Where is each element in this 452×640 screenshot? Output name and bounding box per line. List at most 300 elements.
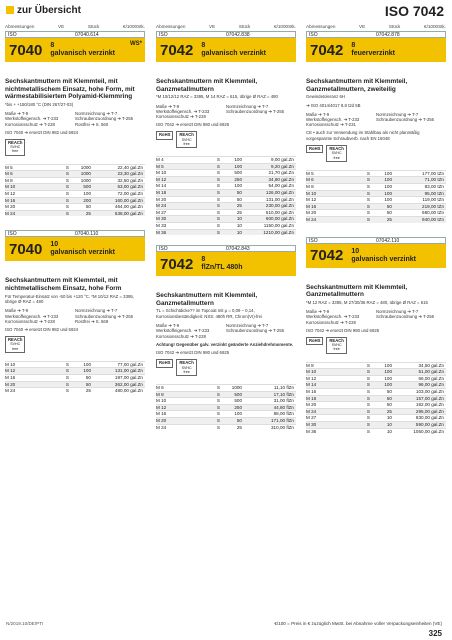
table-cell: M 20: [156, 196, 167, 202]
table-row[interactable]: [156, 410, 296, 417]
table-cell: 50: [386, 402, 392, 408]
reach-label: REACh: [8, 337, 23, 343]
table-row[interactable]: [306, 408, 446, 415]
product-description: Gewindetoleranz 6H: [306, 94, 345, 100]
code-prefix: ISO: [309, 237, 318, 244]
table-cell: M 5: [306, 170, 314, 176]
table-cell: M 16: [5, 197, 16, 203]
reach-label: REACh: [329, 337, 344, 343]
table-cell: S: [65, 388, 69, 394]
table-cell: S: [65, 381, 69, 387]
table-cell: M 30: [156, 216, 167, 222]
table-cell: 31,00 flZn: [273, 398, 294, 404]
tech-links: [5, 111, 145, 127]
table-cell: M 8: [306, 184, 314, 190]
coating: galvanisch verzinkt: [50, 50, 115, 57]
table-cell: M 20: [306, 210, 317, 216]
product-banner: [5, 237, 145, 261]
table-cell: 500: [234, 170, 242, 176]
grade-info: [50, 241, 115, 257]
table-cell: M 10: [306, 369, 317, 375]
grade-info: [351, 248, 416, 264]
table-cell: M 27: [156, 209, 167, 215]
iso-replacement[interactable]: ISO 7042 ➔ ersetzt DIN 980 und 6925: [306, 327, 380, 333]
product-title: Sechskantmuttern mit Klemmteil, Ganzmetallmuttern: [156, 292, 258, 307]
reach-free: free: [183, 141, 190, 146]
code-prefix: ISO: [8, 231, 17, 238]
rohs-label: RoHS: [159, 360, 171, 366]
table-cell: 66,00 gal.Zn: [418, 375, 444, 381]
tech-link[interactable]: Werkstoffeigensch. ➔ T-233: [156, 328, 210, 334]
table-cell: M 16: [306, 203, 317, 209]
strength-class: 10: [351, 247, 360, 255]
table-cell: S: [216, 196, 220, 202]
table-cell: 830,00 gal.Zn: [415, 415, 444, 421]
table-cell: 680,00 tZn: [422, 210, 444, 216]
table-row[interactable]: [156, 404, 296, 411]
norm-number: 7040: [9, 41, 43, 59]
table-row[interactable]: [156, 384, 296, 391]
table-row[interactable]: [5, 197, 145, 204]
table-cell: 100: [384, 184, 392, 190]
table-cell: 50: [386, 210, 392, 216]
table-cell: 600,00 gal.Zn: [265, 216, 294, 222]
table-cell: M 18: [156, 189, 167, 195]
table-row[interactable]: [5, 170, 145, 177]
table-cell: S: [216, 411, 220, 417]
table-cell: S: [65, 210, 69, 216]
tech-link[interactable]: Maße ➔ T-9: [156, 103, 180, 109]
article-code: [306, 237, 446, 244]
certification-logos: [5, 135, 145, 156]
page-header: [0, 0, 452, 22]
table-row[interactable]: [5, 203, 145, 210]
tech-link[interactable]: Maße ➔ T-9: [156, 323, 180, 329]
tech-link[interactable]: Werkstoffeigensch. ➔ T-233: [156, 108, 210, 114]
tech-link[interactable]: Schraubenzuordnung ➔ T-255: [75, 116, 133, 122]
table-row[interactable]: [5, 164, 145, 171]
strength-class: 8: [50, 42, 55, 49]
column-header: [306, 24, 446, 30]
table-cell: S: [366, 375, 370, 381]
table-row[interactable]: [5, 190, 145, 197]
code-number: 07042.843: [226, 246, 250, 253]
tech-link[interactable]: Normzeichnung ➔ T-7: [226, 103, 269, 109]
tech-link[interactable]: Werkstoffeigensch. ➔ T-233: [306, 314, 360, 320]
table-row[interactable]: [306, 209, 446, 216]
tech-links: [306, 112, 446, 128]
table-row[interactable]: [156, 229, 296, 236]
article-code: [156, 245, 296, 252]
table-row[interactable]: [156, 196, 296, 203]
table-cell: M 12: [306, 375, 317, 381]
table-cell: 1210,00 gal.Zn: [263, 229, 294, 235]
iso-replacement[interactable]: ISO 7040 ➔ ersetzt DIN 982 und 6924: [5, 129, 79, 135]
table-row[interactable]: [156, 424, 296, 431]
table-cell: 1000: [231, 384, 242, 390]
table-cell: 1050,00 gal.Zn: [413, 428, 444, 434]
table-cell: 1150,00 gal.Zn: [263, 222, 294, 228]
rohs-label: RoHS: [309, 146, 321, 152]
reach-logo: [5, 336, 25, 353]
product-description: *M 10/12/12 RAZ = 3395, M 14 RAZ = 615, übrige Ø RAZ = 480: [156, 94, 278, 100]
page-number: 325: [428, 629, 442, 638]
table-row[interactable]: [306, 368, 446, 375]
tech-links: [306, 309, 446, 325]
table-row[interactable]: [5, 387, 145, 394]
table-cell: M 6: [156, 384, 164, 390]
table-cell: M 10: [5, 361, 16, 367]
table-row[interactable]: [306, 362, 446, 369]
tech-link[interactable]: Rostfrei ➔ S. 560: [75, 121, 109, 127]
norm-number: 7042: [160, 255, 194, 273]
price-table: [306, 170, 446, 223]
norm-number: 7042: [310, 247, 344, 265]
tech-link[interactable]: Korrosionsschutz ➔ T-231: [306, 122, 356, 128]
table-row[interactable]: [5, 210, 145, 217]
tech-link[interactable]: Normzeichnung ➔ T-7: [75, 111, 118, 117]
reach-svhc: SVHC: [10, 342, 21, 347]
table-cell: 22,40 gal.Zn: [117, 164, 143, 170]
table-cell: M 24: [306, 216, 317, 222]
table-cell: S: [366, 402, 370, 408]
tech-link[interactable]: Maße ➔ T-9: [5, 308, 29, 314]
table-cell: 100: [234, 157, 242, 163]
tech-link[interactable]: Schraubenzuordnung ➔ T-255: [226, 328, 284, 334]
tech-link[interactable]: Normzeichnung ➔ T-7: [75, 308, 118, 314]
table-cell: S: [65, 374, 69, 380]
table-cell: 100: [384, 375, 392, 381]
table-cell: 100: [384, 369, 392, 375]
price-table: [156, 384, 296, 430]
table-cell: M 10: [5, 184, 16, 190]
table-cell: M 12: [306, 197, 317, 203]
table-cell: 25: [85, 388, 91, 394]
column-header-cell: Abmessungen: [5, 24, 35, 29]
table-cell: M 24: [5, 388, 16, 394]
table-cell: 95,00 tZn: [424, 190, 444, 196]
table-cell: 17,10 flZn: [273, 391, 294, 397]
table-cell: S: [216, 203, 220, 209]
table-row[interactable]: [156, 215, 296, 222]
coating: galvanisch verzinkt: [50, 249, 115, 257]
column-header-cell: Stück: [388, 24, 401, 29]
table-cell: M 24: [5, 210, 16, 216]
code-prefix: ISO: [309, 32, 318, 38]
table-row[interactable]: [156, 156, 296, 163]
tech-link[interactable]: Werkstoffeigensch. ➔ T-233: [5, 116, 59, 122]
product-description: TL = Schichtdicke?? im Topcoat mit μ = 0,09 – 0,14, Korrosionsbeständigkeit: NSS: 480h RR, Chrom(VI)-frei: [156, 308, 263, 319]
tech-link[interactable]: Maße ➔ T-9: [5, 111, 29, 117]
code-number: 07040.110: [75, 231, 99, 238]
table-row[interactable]: [306, 414, 446, 421]
table-row[interactable]: [5, 367, 145, 374]
table-cell: 100: [83, 361, 91, 367]
table-cell: 34,50 gal.Zn: [418, 362, 444, 368]
table-cell: S: [216, 189, 220, 195]
iso-replacement[interactable]: ISO 7042 ➔ ersetzt DIN 980 und 6925: [156, 122, 230, 128]
table-row[interactable]: [156, 163, 296, 170]
table-row[interactable]: [306, 190, 446, 197]
table-cell: 500: [83, 184, 91, 190]
table-row[interactable]: [156, 397, 296, 404]
table-row[interactable]: [5, 381, 145, 388]
coating: flZn/TL 480h: [201, 264, 243, 272]
price-table: [5, 164, 145, 217]
product-block: [5, 31, 145, 216]
table-cell: 500: [234, 398, 242, 404]
tech-link[interactable]: Maße ➔ T-9: [306, 309, 330, 315]
product-title: Sechskantmuttern mit Klemmteil, Ganzmetallmuttern: [306, 283, 408, 299]
table-cell: M 10: [156, 170, 167, 176]
back-link[interactable]: [6, 5, 81, 16]
table-cell: S: [366, 428, 370, 434]
table-row[interactable]: [156, 176, 296, 183]
tech-link[interactable]: Korrosionsschutz ➔ T-228: [156, 114, 206, 119]
table-cell: M 5: [5, 164, 13, 170]
table-cell: 1000: [80, 177, 91, 183]
product-block: [306, 237, 446, 435]
reach-logo: [176, 131, 196, 148]
table-cell: M 12: [5, 190, 16, 196]
table-row[interactable]: [5, 177, 145, 184]
rohs-logo: [306, 337, 323, 345]
tech-link[interactable]: Werkstoffeigensch. ➔ T-233: [306, 117, 360, 122]
table-cell: 77,00 gal.Zn: [117, 361, 143, 367]
table-cell: M 16: [5, 374, 16, 380]
table-cell: M 33: [156, 222, 167, 228]
table-cell: 310,00 flZn: [271, 424, 294, 430]
table-cell: S: [366, 170, 370, 176]
table-cell: 100: [384, 177, 392, 183]
table-row[interactable]: [156, 189, 296, 196]
tech-link[interactable]: Normzeichnung ➔ T-7: [226, 323, 269, 329]
table-row[interactable]: [306, 401, 446, 408]
reach-label: REACh: [179, 132, 194, 138]
table-cell: 50: [236, 189, 242, 195]
coating: feuerverzinkt: [351, 50, 395, 57]
table-cell: 171,00 flZn: [271, 417, 294, 423]
table-cell: M 10: [156, 398, 167, 404]
tech-link[interactable]: Korrosionsschutz ➔ T-228: [5, 318, 55, 324]
column-3: [306, 24, 446, 434]
table-cell: 100: [384, 170, 392, 176]
certification-logos: [306, 333, 446, 354]
table-cell: 51,00 gal.Zn: [418, 369, 444, 375]
table-row[interactable]: [5, 183, 145, 190]
table-row[interactable]: [5, 361, 145, 368]
tech-link[interactable]: Schraubenzuordnung ➔ T-255: [75, 313, 133, 319]
table-cell: 50: [386, 203, 392, 209]
rohs-label: RoHS: [159, 132, 171, 138]
table-cell: S: [65, 368, 69, 374]
table-cell: 50: [85, 204, 91, 210]
footer-note: €/100 = Preis in € zuzüglich MwSt. bei Abnahme voller Verpackungseinheiten (VE): [274, 621, 442, 626]
table-cell: S: [366, 421, 370, 427]
strength-class: 8: [351, 42, 356, 49]
column-header-cell: Stück: [238, 24, 251, 29]
column-header: [5, 24, 145, 30]
table-cell: M 6: [306, 177, 314, 183]
table-cell: 10: [236, 229, 242, 235]
product-block: [306, 31, 446, 223]
table-cell: S: [216, 183, 220, 189]
table-cell: 200: [83, 197, 91, 203]
grade-info: [351, 42, 395, 58]
rohs-logo: [156, 131, 173, 139]
table-row[interactable]: [306, 183, 446, 190]
table-cell: 177,00 tZn: [422, 170, 444, 176]
table-cell: S: [216, 417, 220, 423]
table-cell: 219,00 tZn: [422, 203, 444, 209]
reference-link[interactable]: ➔ ISO 4014/4017 8.8 t2d 5B: [306, 102, 361, 108]
table-cell: 54,00 gal.Zn: [268, 183, 294, 189]
tech-link[interactable]: Werkstoffeigensch. ➔ T-233: [5, 313, 59, 319]
tech-link[interactable]: Rostfrei ➔ S. 569: [75, 318, 109, 324]
reach-free: free: [12, 149, 19, 154]
table-cell: M 14: [156, 183, 167, 189]
table-cell: S: [366, 388, 370, 394]
ws-mark: WS*: [130, 41, 142, 47]
table-cell: S: [216, 163, 220, 169]
table-row[interactable]: [156, 417, 296, 424]
table-cell: 9,20 gal.Zn: [271, 163, 294, 169]
reach-logo: [5, 139, 25, 156]
table-cell: 538,00 gal.Zn: [114, 210, 143, 216]
table-cell: 50: [236, 417, 242, 423]
table-row[interactable]: [306, 170, 446, 177]
product-title: Sechskantmuttern mit Klemmteil, mit nichtmetallischem Einsatz, hohe Form, mit wärmestabilisiertem Polyamid-Klemmring: [5, 78, 135, 101]
table-row[interactable]: [5, 374, 145, 381]
table-cell: 295,00 gal.Zn: [415, 408, 444, 414]
table-cell: 10: [386, 421, 392, 427]
product-block: [156, 31, 296, 235]
tech-link[interactable]: Normzeichnung ➔ T-7: [376, 111, 419, 117]
strength-class: 10: [50, 241, 59, 249]
table-cell: 940,00 tZn: [422, 216, 444, 222]
table-cell: 34,80 gal.Zn: [268, 176, 294, 182]
table-cell: 10: [386, 415, 392, 421]
grade-info: [50, 42, 115, 58]
code-number: 07042.838: [226, 32, 250, 38]
code-prefix: ISO: [159, 246, 168, 253]
table-cell: 9,00 gal.Zn: [271, 157, 294, 163]
table-row[interactable]: [156, 222, 296, 229]
table-cell: S: [65, 171, 69, 177]
product-block: [156, 245, 296, 430]
column-header-cell: Abmessungen: [156, 24, 186, 29]
iso-replacement[interactable]: ISO 7042 ➔ ersetzt DIN 980 und 6925: [156, 350, 230, 356]
table-cell: M 10: [306, 190, 317, 196]
table-row[interactable]: [306, 388, 446, 395]
table-row[interactable]: [306, 216, 446, 223]
table-row[interactable]: [156, 209, 296, 216]
table-row[interactable]: [306, 375, 446, 382]
norm-number: 7040: [9, 240, 43, 258]
table-row[interactable]: [156, 182, 296, 189]
table-row[interactable]: [156, 391, 296, 398]
column-2: [156, 24, 296, 430]
table-row[interactable]: [306, 203, 446, 210]
table-cell: M 5: [156, 163, 164, 169]
table-cell: M 24: [306, 408, 317, 414]
article-code: [5, 230, 145, 237]
table-row[interactable]: [306, 395, 446, 402]
table-cell: M 20: [5, 204, 16, 210]
table-cell: M 24: [156, 424, 167, 430]
article-code: [306, 31, 446, 38]
table-cell: 119,00 tZn: [422, 197, 444, 203]
table-row[interactable]: [156, 202, 296, 209]
table-cell: 100: [384, 362, 392, 368]
table-row[interactable]: [306, 196, 446, 203]
table-cell: M 20: [5, 381, 16, 387]
table-cell: 500: [234, 391, 242, 397]
table-cell: M 27: [306, 415, 317, 421]
table-cell: M 8: [306, 362, 314, 368]
table-cell: S: [216, 216, 220, 222]
tech-link[interactable]: Korrosionsschutz ➔ T-228: [5, 121, 55, 127]
table-cell: M 8: [156, 391, 164, 397]
product-block: [5, 230, 145, 393]
tech-link[interactable]: Schraubenzuordnung ➔ T-256: [376, 117, 434, 122]
price-table: [306, 362, 446, 435]
table-cell: S: [216, 424, 220, 430]
tech-link[interactable]: Korrosionsschutz ➔ T-228: [156, 333, 206, 339]
table-row[interactable]: [306, 428, 446, 435]
table-row[interactable]: [306, 421, 446, 428]
table-cell: 50: [386, 388, 392, 394]
column-header-cell: €/1000Stk.: [123, 24, 145, 29]
table-cell: 131,00 gal.Zn: [265, 196, 294, 202]
table-cell: S: [216, 222, 220, 228]
tech-link[interactable]: Schraubenzuordnung ➔ T-256: [376, 314, 434, 320]
table-cell: 72,00 gal.Zn: [117, 190, 143, 196]
table-cell: S: [366, 197, 370, 203]
back-icon: [6, 6, 14, 14]
table-row[interactable]: [306, 176, 446, 183]
iso-replacement[interactable]: ISO 7040 ➔ ersetzt DIN 982 und 6924: [5, 326, 79, 332]
table-cell: 10: [236, 216, 242, 222]
rohs-label: RoHS: [309, 337, 321, 343]
table-cell: 50: [236, 196, 242, 202]
table-cell: 590,00 gal.Zn: [415, 421, 444, 427]
tech-link[interactable]: Korrosionsschutz ➔ T-228: [306, 319, 356, 325]
table-row[interactable]: [156, 169, 296, 176]
usage-note: CE • auch zur Verwendung im Stahlbau als nicht planmäßig vorgespannte Schraubverb. nach EN 15048: [306, 130, 420, 141]
tech-link[interactable]: Schraubenzuordnung ➔ T-255: [226, 108, 284, 114]
product-banner: [156, 252, 296, 276]
product-description: *bis + +150/180 °C (DIN 267/27-03): [5, 101, 74, 107]
tech-link[interactable]: Maße ➔ T-9: [306, 111, 330, 117]
table-cell: 100: [83, 368, 91, 374]
code-prefix: ISO: [159, 32, 168, 38]
certification-logos: [306, 141, 446, 162]
product-title: Sechskantmuttern mit Klemmteil, Ganzmetallmuttern: [156, 78, 258, 93]
strength-class: 8: [201, 256, 206, 264]
reach-label: REACh: [8, 140, 23, 145]
table-cell: M 16: [156, 411, 167, 417]
table-cell: 88,00 flZn: [273, 411, 294, 417]
table-cell: S: [65, 190, 69, 196]
table-cell: 10: [236, 222, 242, 228]
reach-free: free: [333, 155, 340, 160]
reach-svhc: SVHC: [10, 145, 21, 150]
reach-logo: [326, 337, 346, 354]
tech-link[interactable]: Normzeichnung ➔ T-7: [376, 309, 419, 315]
table-row[interactable]: [306, 381, 446, 388]
table-cell: 53,00 gal.Zn: [117, 184, 143, 190]
